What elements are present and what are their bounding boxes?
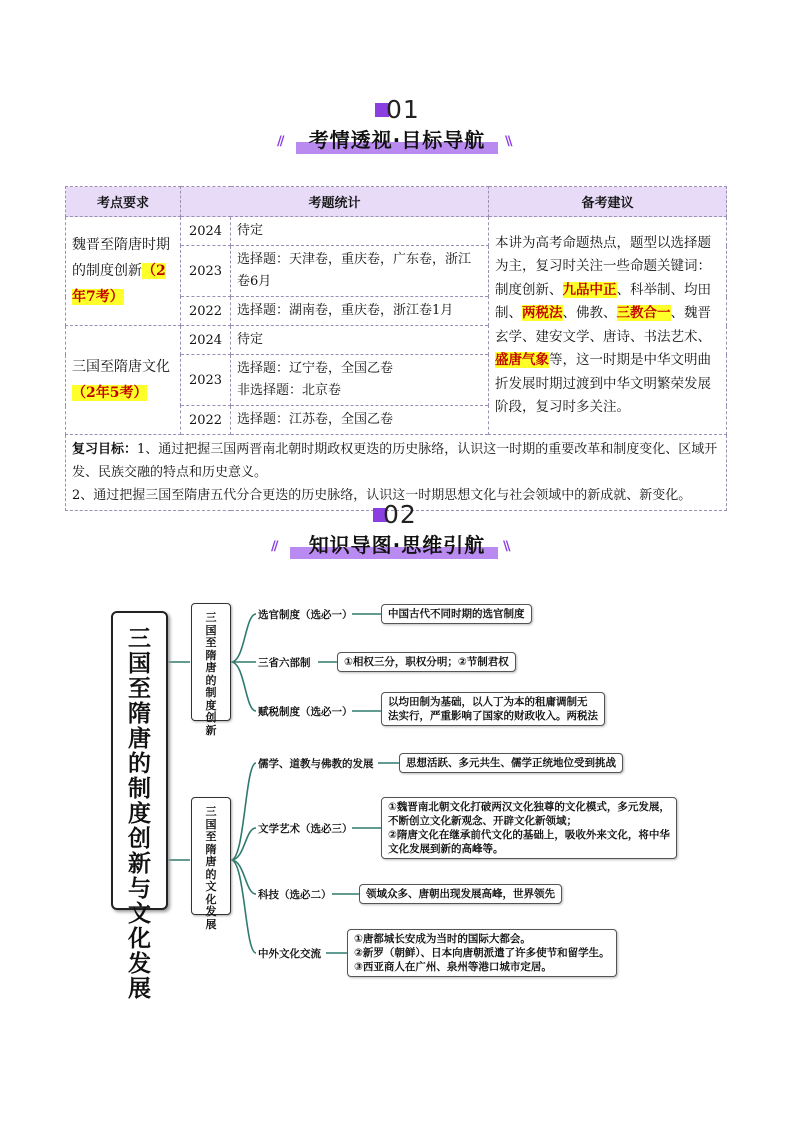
table-row-year: 2024 <box>181 326 231 355</box>
mindmap-root <box>111 611 168 1002</box>
mindmap-node-exchange <box>347 929 617 977</box>
node-line: 法实行，严重影响了国家的财政收入。两税法 <box>388 710 598 722</box>
advice-keyword: 盛唐气象 <box>495 352 549 368</box>
table-row-stat: 选择题：湖南卷，重庆卷，浙江卷1月 <box>231 297 489 326</box>
backslash-decoration-icon: \\ <box>503 539 509 554</box>
mindmap-node-tax <box>381 692 605 726</box>
node-line: ③西亚商人在广州、泉州等港口城市定居。 <box>354 961 552 973</box>
advice-text: 、魏晋玄学、建安文学、唐诗、书法艺术、 <box>495 305 711 345</box>
goal-2: 2、通过把握三国至隋唐五代分合更迭的历史脉络，认识这一时期思想文化与社会领域中的新成就、新变化。 <box>72 488 692 503</box>
mindmap-node-three-departments: ①相权三分，职权分明；②节制君权 <box>337 652 516 672</box>
table-header-point: 考点要求 <box>66 187 181 217</box>
table-row-stat: 待定 <box>231 217 489 246</box>
table-row-year: 2022 <box>181 406 231 435</box>
backslash-decoration-icon: \\ <box>505 134 511 149</box>
section-number: 01 <box>386 95 420 124</box>
mindmap-root-label: 三国至隋唐的制度创新与文化发展 <box>128 626 151 1002</box>
table-header-advice: 备考建议 <box>489 187 727 217</box>
table-row-year: 2024 <box>181 217 231 246</box>
advice-text: 等，这一时期是中华文明曲折发展时期过渡到中华文明繁荣发展阶段，复习时多关注。 <box>495 352 711 415</box>
advice-text: 、佛教、 <box>562 305 617 321</box>
table-row-year: 2022 <box>181 297 231 326</box>
exam-point-2-badge: （2年5考） <box>72 385 148 401</box>
node-line: 不断创立文化新观念、开辟文化新领域； <box>388 815 577 827</box>
mindmap-label-exchange: 中外文化交流 <box>258 948 321 960</box>
exam-point-1-text: 魏晋至隋唐时期的制度创新 <box>72 237 170 279</box>
node-line: ②新罗（朝鲜）、日本向唐朝派遣了许多使节和留学生。 <box>354 947 610 959</box>
mindmap-label-religion: 儒学、道教与佛教的发展 <box>258 758 374 770</box>
exam-point-1-badge: （2年7考） <box>72 263 166 305</box>
mindmap-label-tech: 科技（选必二） <box>258 889 332 901</box>
stat-line: 非选择题：北京卷 <box>237 383 342 398</box>
table-row-year: 2023 <box>181 246 231 297</box>
goal-label: 复习目标： <box>72 442 138 457</box>
goal-1: 1、通过把握三国两晋南北朝时期政权更迭的历史脉络，认识这一时期的重要改革和制度变化、区域开发、民族交融的特点和历史意义。 <box>72 442 718 480</box>
section-number: 02 <box>383 500 417 529</box>
mindmap-label-literature: 文学艺术（选必三） <box>258 823 353 835</box>
mindmap-label-selection: 选官制度（选必一） <box>258 609 353 621</box>
mindmap-branch-culture <box>191 797 231 931</box>
advice-keyword: 三教合一 <box>616 305 671 321</box>
table-row-year: 2023 <box>181 355 231 406</box>
mindmap-node-tech: 领域众多、唐朝出现发展高峰，世界领先 <box>359 884 562 904</box>
advice-text: 本讲为高考命题热点，题型以选择题为主，复习时关注一些命题关键词：制度创新、 <box>495 234 711 298</box>
slash-decoration-icon: // <box>277 134 283 149</box>
mindmap-node-literature <box>381 797 677 859</box>
section-title: 考情透视·目标导航 <box>308 128 486 152</box>
node-line: 以均田制为基础，以人丁为本的租庸调制无 <box>388 696 588 708</box>
slash-decoration-icon: // <box>271 539 277 554</box>
mindmap-node-religion: 思想活跃、多元共生、儒学正统地位受到挑战 <box>399 753 623 773</box>
table-row-stat: 选择题：江苏卷，全国乙卷 <box>231 406 489 435</box>
node-line: ①魏晋南北朝文化打破两汉文化独尊的文化模式，多元发展， <box>388 801 670 813</box>
exam-point-2-text: 三国至隋唐文化 <box>72 359 170 375</box>
mindmap-branch-institution <box>191 603 231 737</box>
table-row-stat: 选择题：天津卷，重庆卷，广东卷，浙江卷6月 <box>231 246 489 297</box>
mindmap-label-three-departments: 三省六部制 <box>258 657 311 669</box>
table-row-stat: 待定 <box>231 326 489 355</box>
table-header-stats: 考题统计 <box>181 187 489 217</box>
advice-text: 、科举制、均田制、 <box>495 281 711 321</box>
advice-keyword: 九品中正 <box>562 281 617 298</box>
section-title: 知识导图·思维引航 <box>308 533 486 557</box>
advice-keyword: 两税法 <box>522 305 563 321</box>
stat-line: 选择题：辽宁卷，全国乙卷 <box>237 361 394 376</box>
mindmap-label-tax: 赋税制度（选必一） <box>258 706 353 718</box>
mindmap-node-selection: 中国古代不同时期的选官制度 <box>381 604 532 624</box>
node-line: 文化发展到新的高峰等。 <box>388 843 504 855</box>
branch-label: 三国至隋唐的文化发展 <box>205 805 217 931</box>
node-line: ①唐都城长安成为当时的国际大都会。 <box>354 933 531 945</box>
node-line: ②隋唐文化在继承前代文化的基础上，吸收外来文化，将中华 <box>388 829 670 841</box>
branch-label: 三国至隋唐的制度创新 <box>205 611 217 737</box>
